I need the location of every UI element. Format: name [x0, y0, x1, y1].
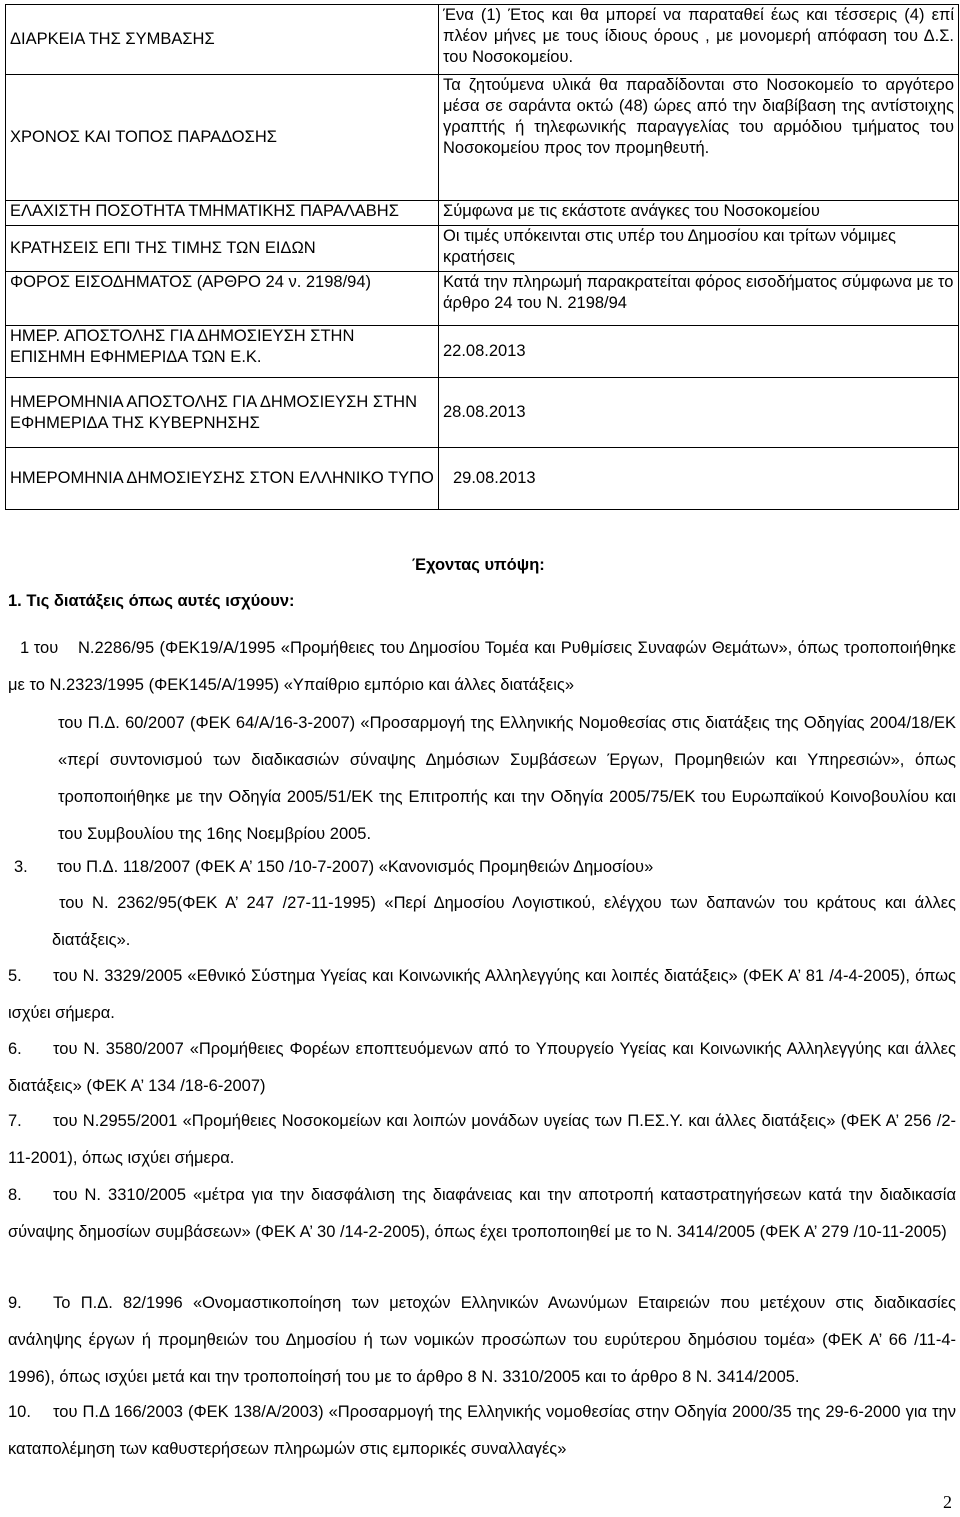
item-text: του Π.Δ 166/2003 (ΦΕΚ 138/Α/2003) «Προσαρμογή της Ελληνικής νομοθεσίας στην Οδηγία 2000/35 της 29-6-2000 για την καταπολέμηση των καθυστερήσεων πληρωμών στις εμπορικές συναλλαγές»: [8, 1403, 956, 1458]
row-label: ΗΜΕΡΟΜΗΝΙΑ ΔΗΜΟΣΙΕΥΣΗΣ ΣΤΟΝ ΕΛΛΗΝΙΚΟ ΤΥΠΟ: [6, 448, 439, 510]
list-item: [8, 885, 956, 959]
item-text: του Ν. 2362/95(ΦΕΚ Α’ 247 /27-11-1995) «Περί Δημοσίου Λογιστικού, ελέγχου των δαπανών του κράτους και άλλες διατάξεις».: [52, 894, 956, 949]
table-row: [6, 448, 959, 510]
table-row: [6, 378, 959, 448]
list-item: [8, 849, 956, 886]
row-label: ΕΛΑΧΙΣΤΗ ΠΟΣΟΤΗΤΑ ΤΜΗΜΑΤΙΚΗΣ ΠΑΡΑΛΑΒΗΣ: [6, 201, 439, 226]
item-text: του Ν. 3310/2005 «μέτρα για την διασφάλιση της διαφάνειας και την αποτροπή καταστρατηγήσεων κατά την διαδικασία σύναψης δημοσίων συμβάσεων» (ΦΕΚ Α’ 30 /14-2-2005), όπως έχει τροποποιηθεί με το Ν. 3414/2005 (ΦΕΚ Α’ 279 /10-11-2005): [8, 1186, 956, 1241]
table-row: [6, 201, 959, 226]
item-text: του Ν.2955/2001 «Προμήθειες Νοσοκομείων και λοιπών μονάδων υγείας των Π.ΕΣ.Υ. και άλλες διατάξεις» (ΦΕΚ Α’ 256 /2-11-2001), όπως ισχύει σήμερα.: [8, 1112, 956, 1167]
item-number: 10.: [8, 1403, 31, 1421]
list-item: [8, 1394, 956, 1468]
row-value: Σύμφωνα με τις εκάστοτε ανάγκες του Νοσοκομείου: [439, 201, 959, 226]
table-row: [6, 326, 959, 378]
row-label: ΚΡΑΤΗΣΕΙΣ ΕΠΙ ΤΗΣ ΤΙΜΗΣ ΤΩΝ ΕΙΔΩΝ: [6, 226, 439, 272]
row-label: ΗΜΕΡ. ΑΠΟΣΤΟΛΗΣ ΓΙΑ ΔΗΜΟΣΙΕΥΣΗ ΣΤΗΝ ΕΠΙΣΗΜΗ ΕΦΗΜΕΡΙΔΑ ΤΩΝ Ε.Κ.: [6, 326, 439, 378]
item-number: 7.: [8, 1112, 22, 1130]
item-text: Ν.2286/95 (ΦΕΚ19/Α/1995 «Προμήθειες του Δημοσίου Τομέα και Ρυθμίσεις Συναφών Θεμάτων», όπως τροποποιήθηκε με το Ν.2323/1995 (ΦΕΚ145/Α/1995) «Υπαίθριο εμπόριο και άλλες διατάξεις»: [8, 639, 956, 694]
row-label: ΗΜΕΡΟΜΗΝΙΑ ΑΠΟΣΤΟΛΗΣ ΓΙΑ ΔΗΜΟΣΙΕΥΣΗ ΣΤΗΝ ΕΦΗΜΕΡΙΔΑ ΤΗΣ ΚΥΒΕΡΝΗΣΗΣ: [6, 378, 439, 448]
list-item: [8, 958, 956, 1032]
item-text: του Ν. 3329/2005 «Εθνικό Σύστημα Υγείας και Κοινωνικής Αλληλεγγύης και λοιπές διατάξεις» (ΦΕΚ Α’ 81 /4-4-2005), όπως ισχύει σήμερα.: [8, 967, 956, 1022]
list-item: [8, 1031, 956, 1105]
row-value: Τα ζητούμενα υλικά θα παραδίδονται στο Νοσοκομείο το αργότερο μέσα σε σαράντα οκτώ (48) ώρες από την διαβίβαση της αντίστοιχης γραπτής ή τηλεφωνικής παραγγελίας του αρμόδιου τμήματος του Νοσοκομείου προς τον προμηθευτή.: [439, 75, 959, 201]
row-value: Κατά την πληρωμή παρακρατείται φόρος εισοδήματος σύμφωνα με το άρθρο 24 του Ν. 2198/94: [439, 272, 959, 326]
item-number: [14, 885, 59, 922]
item-text: του Π.Δ. 60/2007 (ΦΕΚ 64/Α/16-3-2007) «Προσαρμογή της Ελληνικής Νομοθεσίας στις διατάξεις της Οδηγίας 2004/18/ΕΚ «περί συντονισμού των διαδικασιών σύναψης Δημόσιων Συμβάσεων Έργων, Προμηθειών και Υπηρεσιών», όπως τροποποιήθηκε με την Οδηγία 2005/51/ΕΚ της Επιτροπής και την Οδηγία 2005/75/ΕΚ του Ευρωπαϊκού Κοινοβουλίου και του Συμβουλίου της 16ης Νοεμβρίου 2005.: [58, 714, 956, 843]
item-number: 8.: [8, 1186, 22, 1204]
item-number: 1 του: [20, 639, 59, 657]
list-item: [8, 630, 956, 704]
item-number: 6.: [8, 1040, 22, 1058]
table-row: [6, 5, 959, 75]
table-row: [6, 272, 959, 326]
item-number: 5.: [8, 967, 22, 985]
row-value: 29.08.2013: [439, 448, 959, 510]
list-item: [8, 1177, 956, 1251]
item-text: του Π.Δ. 118/2007 (ΦΕΚ Α’ 150 /10-7-2007) «Κανονισμός Προμηθειών Δημοσίου»: [57, 858, 654, 876]
contract-terms-table: [5, 4, 959, 510]
row-value: 28.08.2013: [439, 378, 959, 448]
list-item: [8, 1103, 956, 1177]
list-item: [8, 705, 956, 853]
item-text: Το Π.Δ. 82/1996 «Ονομαστικοποίηση των μετοχών Ελληνικών Ανωνύμων Εταιρειών που μετέχουν στις διαδικασίες ανάληψης έργων ή προμηθειών του Δημοσίου ή των νομικών προσώπων του ευρύτερου δημόσιου τομέα» (ΦΕΚ Α’ 66 /11-4-1996), όπως ισχύει μετά και την τροποποίησή του με το άρθρο 8 Ν. 3310/2005 και το άρθρο 8 Ν. 3414/2005.: [8, 1294, 956, 1386]
row-label: ΔΙΑΡΚΕΙΑ ΤΗΣ ΣΥΜΒΑΣΗΣ: [6, 5, 439, 75]
table-row: [6, 75, 959, 201]
list-item: [8, 1285, 956, 1396]
row-value: 22.08.2013: [439, 326, 959, 378]
having-regard-heading: Έχοντας υπόψη:: [412, 556, 545, 574]
row-value: Ένα (1) Έτος και θα μπορεί να παραταθεί έως και τέσσερις (4) επί πλέον μήνες με τους ίδιους όρους , με μονομερή απόφαση του Δ.Σ. του Νοσοκομείου.: [439, 5, 959, 75]
item-number: 9.: [8, 1294, 22, 1312]
item-text: του Ν. 3580/2007 «Προμήθειες Φορέων εποπτευόμενων από το Υπουργείο Υγείας και Κοινωνικής Αλληλεγγύης και άλλες διατάξεις» (ΦΕΚ Α’ 134 /18-6-2007): [8, 1040, 956, 1095]
row-value: Οι τιμές υπόκεινται στις υπέρ του Δημοσίου και τρίτων νόμιμες κρατήσεις: [439, 226, 959, 272]
item-number: [18, 705, 58, 742]
row-label: ΦΟΡΟΣ ΕΙΣΟΔΗΜΑΤΟΣ (ΑΡΘΡΟ 24 ν. 2198/94): [6, 272, 439, 326]
page-number: 2: [943, 1492, 952, 1512]
table-row: [6, 226, 959, 272]
row-label: ΧΡΟΝΟΣ ΚΑΙ ΤΟΠΟΣ ΠΑΡΑΔΟΣΗΣ: [6, 75, 439, 201]
section-title: 1. Τις διατάξεις όπως αυτές ισχύουν:: [8, 592, 295, 610]
item-number: 3.: [14, 858, 28, 876]
